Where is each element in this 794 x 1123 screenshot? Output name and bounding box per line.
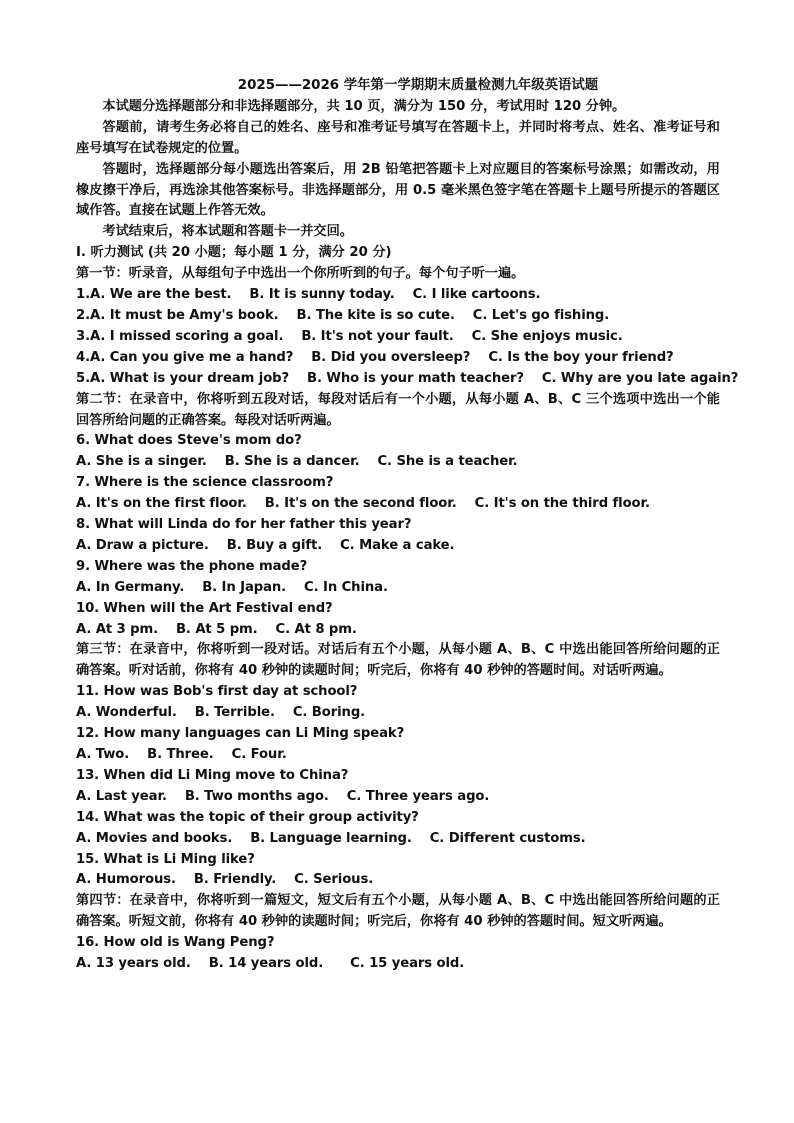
question-options: A. Movies and books. B. Language learning. C. Different customs. <box>76 830 586 846</box>
question-options: A. She is a singer. B. She is a dancer. C. She is a teacher. <box>76 454 518 470</box>
exam-title: 2025——2026 学年第一学期期末质量检测九年级英语试题 <box>237 78 599 93</box>
question-text: 6. What does Steve's mom do? <box>76 433 302 449</box>
question-options: A. Two. B. Three. C. Four. <box>76 747 287 762</box>
section1-item: 1.A. We are the best. B. It is sunny today. C. I like cartoons. <box>76 287 541 303</box>
section1-item: 4.A. Can you give me a hand? B. Did you oversleep? C. Is the boy your friend? <box>76 349 674 365</box>
question-text: 8. What will Linda do for her father this year? <box>76 517 412 533</box>
question-text: 10. When will the Art Festival end? <box>76 600 333 616</box>
question-options: A. In Germany. B. In Japan. C. In China. <box>76 579 388 595</box>
question-options: A. It's on the first floor. B. It's on the second floor. C. It's on the third floor. <box>76 496 650 512</box>
question-text: 9. Where was the phone made? <box>76 558 308 574</box>
instruction-before-answering: 答题前，请考生务必将自己的姓名、座号和准考证号填写在答题卡上，并同时将考点、姓名、准考证号和座号填写在试卷规定的位置。 <box>76 119 720 156</box>
question-text: 15. What is Li Ming like? <box>76 851 255 867</box>
section1-heading: 第一节：听录音，从每组句子中选出一个你所听到的句子。每个句子听一遍。 <box>76 266 525 282</box>
question-options: A. Last year. B. Two months ago. C. Three years ago. <box>76 788 490 804</box>
question-options: A. Draw a picture. B. Buy a gift. C. Make a cake. <box>76 537 455 553</box>
question-text: 13. When did Li Ming move to China? <box>76 767 349 783</box>
instruction-answering: 答题时，选择题部分每小题选出答案后，用 2B 铅笔把答题卡上对应题目的答案标号涂黑；如需改动，用橡皮擦干净后，再选涂其他答案标号。非选择题部分，用 0.5 毫米黑色签字笔在答题卡上题号所提示的答题区域作答。直接在试题上作答无效。 <box>76 161 720 219</box>
question-options: A. Wonderful. B. Terrible. C. Boring. <box>76 705 366 721</box>
question-text: 14. What was the topic of their group activity? <box>76 809 419 825</box>
question-options: A. At 3 pm. B. At 5 pm. C. At 8 pm. <box>76 621 357 637</box>
question-text: 12. How many languages can Li Ming speak? <box>76 726 405 742</box>
part1-heading: I. 听力测试 (共 20 小题；每小题 1 分，满分 20 分) <box>76 245 392 261</box>
instruction-scope: 本试题分选择题部分和非选择题部分，共 10 页，满分为 150 分，考试用时 120 分钟。 <box>102 98 626 114</box>
question-text: 11. How was Bob's first day at school? <box>76 684 358 700</box>
section3-heading: 第三节：在录音中，你将听到一段对话。对话后有五个小题，从每小题 A、B、C 中选出能回答所给问题的正确答案。听对话前，你将有 40 秒钟的读题时间；听完后，你将有 40 秒钟的答题时间。对话听两遍。 <box>76 642 720 679</box>
section1-item: 5.A. What is your dream job? B. Who is your math teacher? C. Why are you late again? <box>76 370 739 386</box>
question-options: A. 13 years old. B. 14 years old. C. 15 years old. <box>76 956 465 972</box>
section1-item: 3.A. I missed scoring a goal. B. It's not your fault. C. She enjoys music. <box>76 328 623 344</box>
section2-heading: 第二节：在录音中，你将听到五段对话，每段对话后有一个小题，从每小题 A、B、C 三个选项中选出一个能回答所给问题的正确答案。每段对话听两遍。 <box>76 391 720 428</box>
instruction-after-exam: 考试结束后，将本试题和答题卡一并交回。 <box>102 224 353 240</box>
question-text: 7. Where is the science classroom? <box>76 475 334 491</box>
section4-heading: 第四节：在录音中，你将听到一篇短文，短文后有五个小题，从每小题 A、B、C 中选出能回答所给问题的正确答案。听短文前，你将有 40 秒钟的读题时间；听完后，你将有 40 秒钟的答题时间。短文听两遍。 <box>76 893 720 930</box>
question-text: 16. How old is Wang Peng? <box>76 935 275 951</box>
question-options: A. Humorous. B. Friendly. C. Serious. <box>76 872 374 888</box>
section1-item: 2.A. It must be Amy's book. B. The kite is so cute. C. Let's go fishing. <box>76 307 610 323</box>
